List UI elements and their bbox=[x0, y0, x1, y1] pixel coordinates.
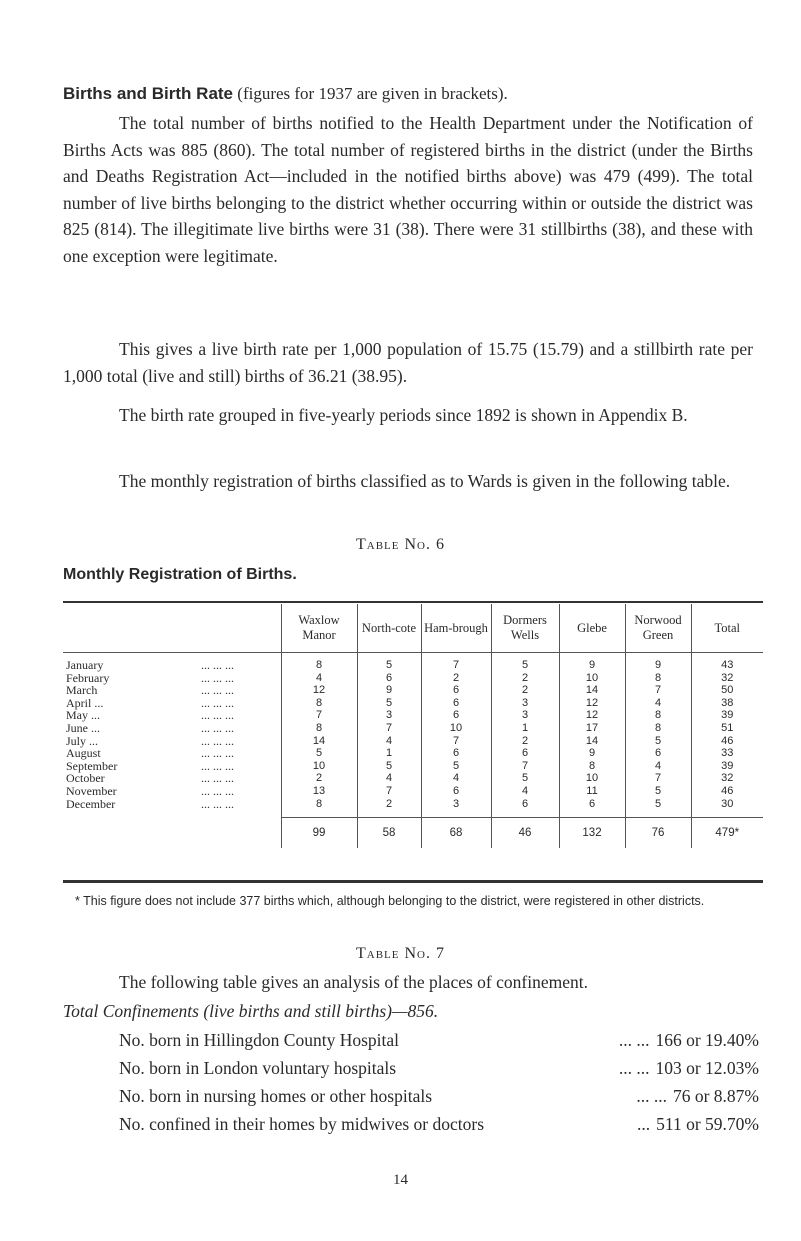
value-cell: 7 bbox=[625, 772, 691, 785]
month-label: November bbox=[66, 783, 117, 798]
value-cell: 46 bbox=[691, 785, 763, 798]
month-cell bbox=[63, 798, 281, 811]
confinement-label: No. born in Hillingdon County Hospital bbox=[119, 1030, 399, 1050]
value-cell: 6 bbox=[421, 785, 491, 798]
value-cell: 13 bbox=[281, 785, 357, 798]
total-cell: 76 bbox=[625, 818, 691, 849]
value-cell: 1 bbox=[357, 747, 421, 760]
table-bottom-rule bbox=[63, 880, 763, 883]
value-cell: 6 bbox=[357, 672, 421, 685]
value-cell: 7 bbox=[421, 659, 491, 672]
value-cell: 6 bbox=[491, 747, 559, 760]
confinement-value-group bbox=[619, 1058, 759, 1079]
monthly-births-table bbox=[63, 604, 763, 848]
total-cell: 479* bbox=[691, 818, 763, 849]
confinement-row bbox=[119, 1058, 759, 1084]
column-header-month bbox=[63, 604, 281, 653]
table-7-intro: The following table gives an analysis of the places of confinement. bbox=[119, 972, 588, 992]
value-cell: 7 bbox=[357, 722, 421, 735]
value-cell: 50 bbox=[691, 684, 763, 697]
value-cell: 5 bbox=[625, 735, 691, 748]
value-cell: 5 bbox=[491, 772, 559, 785]
month-leader-dots: ... ... ... bbox=[201, 720, 234, 735]
value-cell: 2 bbox=[491, 684, 559, 697]
table-6-title: Monthly Registration of Births. bbox=[63, 566, 297, 583]
table-row bbox=[63, 722, 763, 735]
value-cell: 33 bbox=[691, 747, 763, 760]
table-row bbox=[63, 747, 763, 760]
section-heading bbox=[63, 84, 508, 104]
month-leader-dots: ... ... ... bbox=[201, 658, 234, 672]
value-cell: 5 bbox=[357, 659, 421, 672]
confinement-value: 76 or 8.87% bbox=[672, 1086, 759, 1106]
column-header-norwood-green: Norwood Green bbox=[625, 604, 691, 653]
confinement-row bbox=[119, 1086, 759, 1112]
value-cell: 4 bbox=[357, 772, 421, 785]
value-cell: 1 bbox=[491, 722, 559, 735]
month-label: March bbox=[66, 683, 98, 698]
total-cell: 68 bbox=[421, 818, 491, 849]
table-row bbox=[63, 709, 763, 722]
month-label: December bbox=[66, 796, 116, 811]
column-header-glebe: Glebe bbox=[559, 604, 625, 653]
value-cell: 4 bbox=[281, 672, 357, 685]
value-cell: 46 bbox=[691, 735, 763, 748]
value-cell: 6 bbox=[559, 798, 625, 811]
value-cell: 3 bbox=[491, 709, 559, 722]
section-heading-bold: Births and Birth Rate bbox=[63, 84, 234, 103]
value-cell: 39 bbox=[691, 760, 763, 773]
value-cell: 2 bbox=[421, 672, 491, 685]
value-cell: 43 bbox=[691, 659, 763, 672]
value-cell: 10 bbox=[281, 760, 357, 773]
value-cell: 8 bbox=[625, 672, 691, 685]
value-cell: 38 bbox=[691, 697, 763, 710]
month-leader-dots: ... ... ... bbox=[201, 796, 234, 811]
value-cell: 7 bbox=[491, 760, 559, 773]
table-row bbox=[63, 735, 763, 748]
confinement-leader-dots: ... ... bbox=[618, 1058, 650, 1078]
confinement-leader-dots: ... ... bbox=[618, 1030, 650, 1050]
value-cell: 30 bbox=[691, 798, 763, 811]
confinement-value: 166 or 19.40% bbox=[655, 1030, 759, 1050]
paragraph-appendix: The birth rate grouped in five-yearly periods since 1892 is shown in Appendix B. bbox=[119, 405, 688, 425]
confinement-label: No. born in nursing homes or other hospitals bbox=[119, 1086, 433, 1106]
confinement-label: No. born in London voluntary hospitals bbox=[119, 1058, 397, 1078]
value-cell: 14 bbox=[559, 684, 625, 697]
table-row bbox=[63, 760, 763, 773]
value-cell: 5 bbox=[357, 760, 421, 773]
value-cell: 7 bbox=[625, 684, 691, 697]
value-cell: 7 bbox=[281, 709, 357, 722]
month-leader-dots: ... ... ... bbox=[201, 733, 234, 748]
value-cell: 2 bbox=[491, 735, 559, 748]
value-cell: 6 bbox=[491, 798, 559, 811]
month-label: August bbox=[66, 746, 101, 761]
month-leader-dots: ... ... ... bbox=[201, 771, 234, 786]
value-cell: 8 bbox=[281, 697, 357, 710]
table-row bbox=[63, 659, 763, 672]
column-header-total: Total bbox=[691, 604, 763, 653]
month-label: July ... bbox=[66, 733, 99, 748]
value-cell: 2 bbox=[357, 798, 421, 811]
value-cell: 6 bbox=[421, 747, 491, 760]
value-cell: 51 bbox=[691, 722, 763, 735]
month-label: October bbox=[66, 771, 105, 786]
table-row bbox=[63, 672, 763, 685]
value-cell: 8 bbox=[281, 659, 357, 672]
month-label: June ... bbox=[66, 720, 100, 735]
confinement-value-group bbox=[619, 1030, 759, 1051]
column-header-waxlow-manor: Waxlow Manor bbox=[281, 604, 357, 653]
value-cell: 2 bbox=[491, 672, 559, 685]
confinement-row bbox=[119, 1114, 759, 1140]
section-heading-note: (figures for 1937 are given in brackets). bbox=[237, 84, 508, 103]
value-cell: 8 bbox=[281, 722, 357, 735]
totals-row bbox=[63, 818, 763, 849]
column-header-hambrough: Ham-brough bbox=[421, 604, 491, 653]
value-cell: 14 bbox=[281, 735, 357, 748]
value-cell: 6 bbox=[421, 709, 491, 722]
month-label: September bbox=[66, 758, 118, 773]
table-row bbox=[63, 772, 763, 785]
table-row bbox=[63, 785, 763, 798]
value-cell: 5 bbox=[625, 798, 691, 811]
value-cell: 10 bbox=[559, 672, 625, 685]
value-cell: 39 bbox=[691, 709, 763, 722]
value-cell: 4 bbox=[625, 760, 691, 773]
month-leader-dots: ... ... ... bbox=[201, 708, 234, 723]
month-label: May ... bbox=[66, 708, 100, 723]
value-cell: 9 bbox=[357, 684, 421, 697]
column-header-northcote: North-cote bbox=[357, 604, 421, 653]
month-label: April ... bbox=[66, 695, 104, 710]
value-cell: 5 bbox=[421, 760, 491, 773]
confinement-value: 103 or 12.03% bbox=[655, 1058, 759, 1078]
value-cell: 6 bbox=[421, 684, 491, 697]
table-row bbox=[63, 798, 763, 811]
total-cell: 58 bbox=[357, 818, 421, 849]
confinement-value-group bbox=[637, 1114, 759, 1135]
month-leader-dots: ... ... ... bbox=[201, 746, 234, 761]
value-cell: 12 bbox=[559, 709, 625, 722]
value-cell: 17 bbox=[559, 722, 625, 735]
value-cell: 8 bbox=[559, 760, 625, 773]
value-cell: 12 bbox=[281, 684, 357, 697]
month-label: February bbox=[66, 670, 110, 685]
value-cell: 32 bbox=[691, 672, 763, 685]
value-cell: 9 bbox=[559, 747, 625, 760]
paragraph-births-notified: The total number of births notified to the Health Department under the Notification of Births Acts was 885 (860). The total number of registered births in the district (under the Births and Deaths Registration Act—included in the notified births above) was 479 (499). The total number of live births belonging to the district whether occurring within or outside the district was 825 (814). The illegitimate live births were 31 (38). There were 31 stillbirths (38), and these with one exception were legitimate. bbox=[63, 113, 753, 266]
paragraph-monthly-intro: The monthly registration of births classified as to Wards is given in the following table. bbox=[119, 471, 731, 491]
confinement-value: 511 or 59.70% bbox=[656, 1114, 759, 1134]
value-cell: 7 bbox=[421, 735, 491, 748]
value-cell: 4 bbox=[491, 785, 559, 798]
value-cell: 11 bbox=[559, 785, 625, 798]
value-cell: 5 bbox=[491, 659, 559, 672]
table-body bbox=[63, 653, 763, 849]
table-6-number: Table No. 6 bbox=[356, 536, 445, 553]
month-leader-dots: ... ... ... bbox=[201, 683, 234, 698]
table-row bbox=[63, 684, 763, 697]
table-top-rule bbox=[63, 601, 763, 603]
value-cell: 6 bbox=[625, 747, 691, 760]
value-cell: 8 bbox=[625, 722, 691, 735]
month-label: January bbox=[66, 658, 104, 672]
confinement-value-group bbox=[636, 1086, 759, 1107]
value-cell: 12 bbox=[559, 697, 625, 710]
confinement-row bbox=[119, 1030, 759, 1056]
total-confinements: Total Confinements (live births and still births)—856. bbox=[63, 1001, 439, 1021]
value-cell: 8 bbox=[281, 798, 357, 811]
value-cell: 5 bbox=[357, 697, 421, 710]
paragraph-birth-rate: This gives a live birth rate per 1,000 population of 15.75 (15.79) and a stillbirth rate per 1,000 total (live and still) births of 36.21 (38.95). bbox=[63, 339, 753, 386]
month-leader-dots: ... ... ... bbox=[201, 670, 234, 685]
value-cell: 3 bbox=[357, 709, 421, 722]
value-cell: 9 bbox=[559, 659, 625, 672]
value-cell: 2 bbox=[281, 772, 357, 785]
value-cell: 5 bbox=[281, 747, 357, 760]
value-cell: 7 bbox=[357, 785, 421, 798]
confinement-label: No. confined in their homes by midwives or doctors bbox=[119, 1114, 485, 1134]
value-cell: 4 bbox=[421, 772, 491, 785]
spacer-row bbox=[63, 810, 763, 818]
total-cell: 132 bbox=[559, 818, 625, 849]
month-leader-dots: ... ... ... bbox=[201, 758, 234, 773]
value-cell: 3 bbox=[421, 798, 491, 811]
table-7-number: Table No. 7 bbox=[356, 945, 445, 962]
value-cell: 9 bbox=[625, 659, 691, 672]
table-header-row bbox=[63, 604, 763, 653]
value-cell: 8 bbox=[625, 709, 691, 722]
table-row bbox=[63, 697, 763, 710]
value-cell: 32 bbox=[691, 772, 763, 785]
value-cell: 14 bbox=[559, 735, 625, 748]
confinement-leader-dots: ... bbox=[636, 1114, 651, 1134]
total-cell: 46 bbox=[491, 818, 559, 849]
table-footnote: * This figure does not include 377 births which, although belonging to the district, were registered in other districts. bbox=[75, 894, 705, 908]
value-cell: 3 bbox=[491, 697, 559, 710]
value-cell: 6 bbox=[421, 697, 491, 710]
confinement-leader-dots: ... ... bbox=[636, 1086, 667, 1106]
month-leader-dots: ... ... ... bbox=[201, 695, 234, 710]
value-cell: 5 bbox=[625, 785, 691, 798]
value-cell: 10 bbox=[421, 722, 491, 735]
total-cell: 99 bbox=[281, 818, 357, 849]
month-leader-dots: ... ... ... bbox=[201, 783, 234, 798]
column-header-dormers-wells: Dormers Wells bbox=[491, 604, 559, 653]
value-cell: 4 bbox=[625, 697, 691, 710]
value-cell: 4 bbox=[357, 735, 421, 748]
page-number: 14 bbox=[393, 1172, 408, 1188]
value-cell: 10 bbox=[559, 772, 625, 785]
